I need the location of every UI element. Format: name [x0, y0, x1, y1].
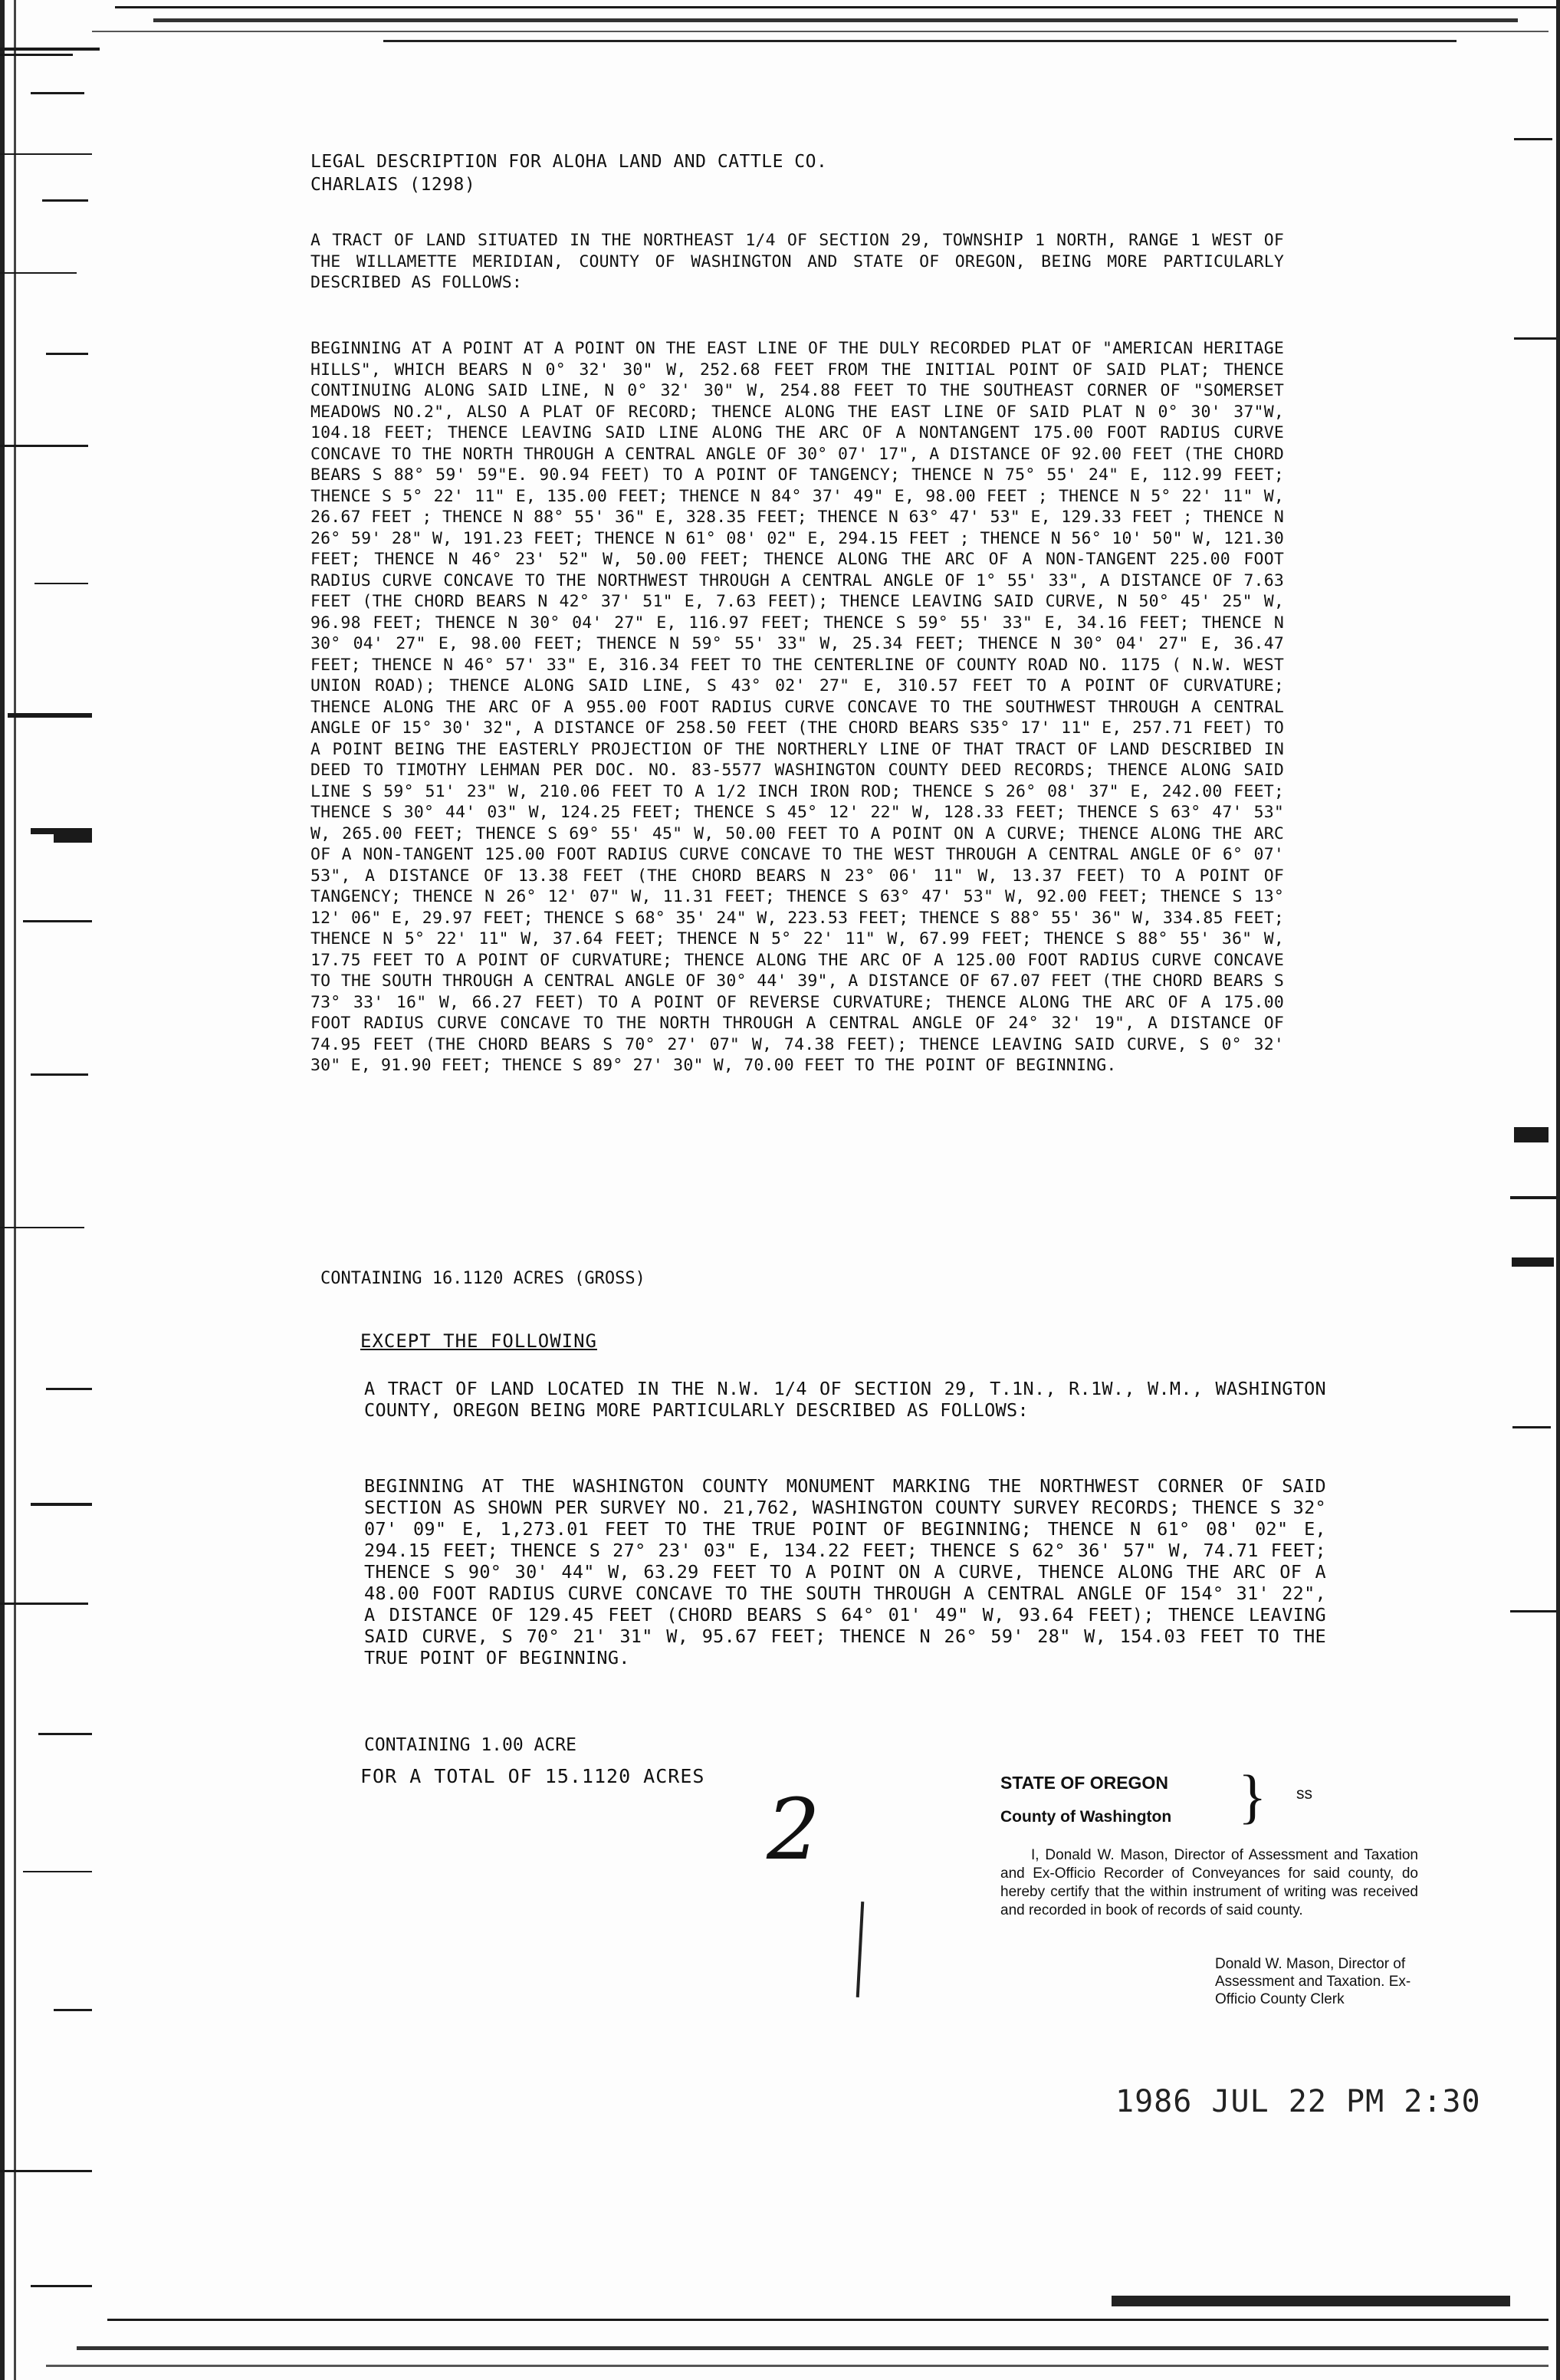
handwritten-page-number: 2	[767, 1780, 820, 1879]
document-header	[310, 150, 827, 196]
stamp-state: STATE OF OREGON	[1000, 1773, 1168, 1793]
except-intro-paragraph: A TRACT OF LAND LOCATED IN THE N.W. 1/4 OF SECTION 29, T.1N., R.1W., W.M., WASHINGTON COUNTY, OREGON BEING MORE PARTICULARLY DESCRIBED AS FOLLOWS:	[364, 1378, 1326, 1421]
scan-edge-top	[0, 0, 1560, 61]
except-containing-acres: CONTAINING 1.00 ACRE	[364, 1735, 576, 1755]
stamp-brace: }	[1238, 1763, 1267, 1829]
containing-acres: CONTAINING 16.1120 ACRES (GROSS)	[320, 1269, 645, 1288]
document-subtitle: CHARLAIS (1298)	[310, 175, 476, 195]
scan-edge-left	[0, 0, 107, 2380]
intro-paragraph: A TRACT OF LAND SITUATED IN THE NORTHEAST 1/4 OF SECTION 29, TOWNSHIP 1 NORTH, RANGE 1 WEST OF THE WILLAMETTE MERIDIAN, COUNTY OF WASHINGTON AND STATE OF OREGON, BEING MORE PARTICULARLY DESCRIBED AS FOLLOWS:	[310, 231, 1284, 292]
stamp-signature-block: Donald W. Mason, Director of Assessment and Taxation. Ex-Officio County Clerk	[1215, 1956, 1411, 2007]
except-description-paragraph: BEGINNING AT THE WASHINGTON COUNTY MONUMENT MARKING THE NORTHWEST CORNER OF SAID SECTION AS SHOWN PER SURVEY NO. 21,762, WASHINGTON COUNTY SURVEY RECORDS; THENCE S 32° 07' 09" E, 1,273.01 FEET TO THE TRUE POINT OF BEGINNING; THENCE N 61° 08' 02" E, 294.15 FEET; THENCE S 27° 23' 03" E, 134.22 FEET; THENCE S 62° 36' 57" W, 74.71 FEET; THENCE S 90° 30' 44" W, 63.29 FEET TO A POINT ON A CURVE, THENCE ALONG THE ARC OF A 48.00 FOOT RADIUS CURVE CONCAVE TO THE SOUTH THROUGH A CENTRAL ANGLE OF 154° 31' 22", A DISTANCE OF 129.45 FEET (CHORD BEARS S 64° 01' 49" W, 93.64 FEET); THENCE LEAVING SAID CURVE, S 70° 21' 31" W, 95.67 FEET; THENCE N 26° 59' 28" W, 154.03 FEET TO THE TRUE POINT OF BEGINNING.	[364, 1475, 1326, 1668]
scan-edge-bottom	[0, 2288, 1560, 2380]
stamp-county: County of Washington	[1000, 1808, 1172, 1826]
document-title: LEGAL DESCRIPTION FOR ALOHA LAND AND CATTLE CO.	[310, 152, 828, 172]
handwritten-mark	[856, 1902, 865, 1997]
scan-edge-right	[1506, 0, 1560, 2380]
stamp-certification: I, Donald W. Mason, Director of Assessment and Taxation and Ex-Officio Recorder of Conveyances for said county, do hereby certify that the within instrument of writing was received and recorded in book of records of said county.	[1000, 1847, 1418, 1918]
stamp-ss: ss	[1296, 1785, 1312, 1803]
metes-and-bounds-paragraph: BEGINNING AT A POINT AT A POINT ON THE EAST LINE OF THE DULY RECORDED PLAT OF "AMERICAN HERITAGE HILLS", WHICH BEARS N 0° 32' 30" W, 252.68 FEET FROM THE INITIAL POINT OF SAID PLAT; THENCE CONTINUING ALONG SAID LINE, N 0° 32' 30" W, 254.88 FEET TO THE SOUTHEAST CORNER OF "SOMERSET MEADOWS NO.2", ALSO A PLAT OF RECORD; THENCE ALONG THE EAST LINE OF SAID PLAT N 0° 30' 37"W, 104.18 FEET; THENCE LEAVING SAID LINE ALONG THE ARC OF A NONTANGENT 175.00 FOOT RADIUS CURVE CONCAVE TO THE NORTH THROUGH A CENTRAL ANGLE OF 30° 07' 17", A DISTANCE OF 92.00 FEET (THE CHORD BEARS S 88° 59' 59"E. 90.94 FEET) TO A POINT OF TANGENCY; THENCE N 75° 55' 24" E, 112.99 FEET; THENCE S 5° 22' 11" E, 135.00 FEET; THENCE N 84° 37' 49" E, 98.00 FEET ; THENCE N 5° 22' 11" W, 26.67 FEET ; THENCE N 88° 55' 36" E, 328.35 FEET; THENCE N 63° 47' 53" E, 129.33 FEET ; THENCE N 26° 59' 28" W, 191.23 FEET; THENCE N 61° 08' 02" E, 294.15 FEET ; THENCE N 56° 10' 50" W, 121.30 FEET; THENCE N 46° 23' 52" W, 50.00 FEET; THENCE ALONG THE ARC OF A NON-TANGENT 225.00 FOOT RADIUS CURVE CONCAVE TO THE NORTHWEST THROUGH A CENTRAL ANGLE OF 1° 55' 33", A DISTANCE OF 7.63 FEET (THE CHORD BEARS N 42° 37' 51" E, 7.63 FEET); THENCE LEAVING SAID CURVE, N 50° 45' 25" W, 96.98 FEET; THENCE N 30° 04' 27" E, 116.97 FEET; THENCE S 59° 55' 33" E, 34.16 FEET; THENCE N 30° 04' 27" E, 98.00 FEET; THENCE N 59° 55' 33" W, 25.34 FEET; THENCE N 30° 04' 27" E, 36.47 FEET; THENCE N 46° 57' 33" E, 316.34 FEET TO THE CENTERLINE OF COUNTY ROAD NO. 1175 ( N.W. WEST UNION ROAD); THENCE ALONG SAID LINE, S 43° 02' 27" E, 310.57 FEET TO A POINT OF CURVATURE; THENCE ALONG THE ARC OF A 955.00 FOOT RADIUS CURVE CONCAVE TO THE SOUTHWEST THROUGH A CENTRAL ANGLE OF 15° 30' 32", A DISTANCE OF 258.50 FEET (THE CHORD BEARS S35° 17' 11" E, 257.71 FEET) TO A POINT BEING THE EASTERLY PROJECTION OF THE NORTHERLY LINE OF THAT TRACT OF LAND DESCRIBED IN DEED TO TIMOTHY LEHMAN PER DOC. NO. 83-5577 WASHINGTON COUNTY DEED RECORDS; THENCE ALONG SAID LINE S 59° 51' 23" W, 210.06 FEET TO A 1/2 INCH IRON ROD; THENCE S 26° 08' 37" E, 242.00 FEET; THENCE S 30° 44' 03" W, 124.25 FEET; THENCE S 45° 12' 22" W, 128.33 FEET; THENCE S 63° 47' 53" W, 265.00 FEET; THENCE S 69° 55' 45" W, 50.00 FEET TO A POINT ON A CURVE; THENCE ALONG THE ARC OF A NON-TANGENT 125.00 FOOT RADIUS CURVE CONCAVE TO THE WEST THROUGH A CENTRAL ANGLE OF 6° 07' 53", A DISTANCE OF 13.38 FEET (THE CHORD BEARS N 23° 06' 11" W, 13.37 FEET) TO A POINT OF TANGENCY; THENCE N 26° 12' 07" W, 11.31 FEET; THENCE S 63° 47' 53" W, 92.00 FEET; THENCE S 13° 12' 06" E, 29.97 FEET; THENCE S 68° 35' 24" W, 223.53 FEET; THENCE S 88° 55' 36" W, 334.85 FEET; THENCE N 5° 22' 11" W, 37.64 FEET; THENCE N 5° 22' 11" W, 67.99 FEET; THENCE S 88° 55' 36" W, 17.75 FEET TO A POINT OF CURVATURE; THENCE ALONG THE ARC OF A 125.00 FOOT RADIUS CURVE CONCAVE TO THE SOUTH THROUGH A CENTRAL ANGLE OF 30° 44' 39", A DISTANCE OF 67.07 FEET (THE CHORD BEARS S 73° 33' 16" W, 66.27 FEET) TO A POINT OF REVERSE CURVATURE; THENCE ALONG THE ARC OF A 175.00 FOOT RADIUS CURVE CONCAVE TO THE NORTH THROUGH A CENTRAL ANGLE OF 24° 32' 19", A DISTANCE OF 74.95 FEET (THE CHORD BEARS S 70° 27' 07" W, 74.38 FEET); THENCE LEAVING SAID CURVE, S 0° 32' 30" E, 91.90 FEET; THENCE S 89° 27' 30" W, 70.00 FEET TO THE POINT OF BEGINNING.	[310, 339, 1284, 1075]
recording-date-stamp: 1986 JUL 22 PM 2:30	[1115, 2084, 1481, 2119]
total-acres: FOR A TOTAL OF 15.1120 ACRES	[360, 1765, 705, 1787]
except-heading: EXCEPT THE FOLLOWING	[360, 1330, 597, 1352]
